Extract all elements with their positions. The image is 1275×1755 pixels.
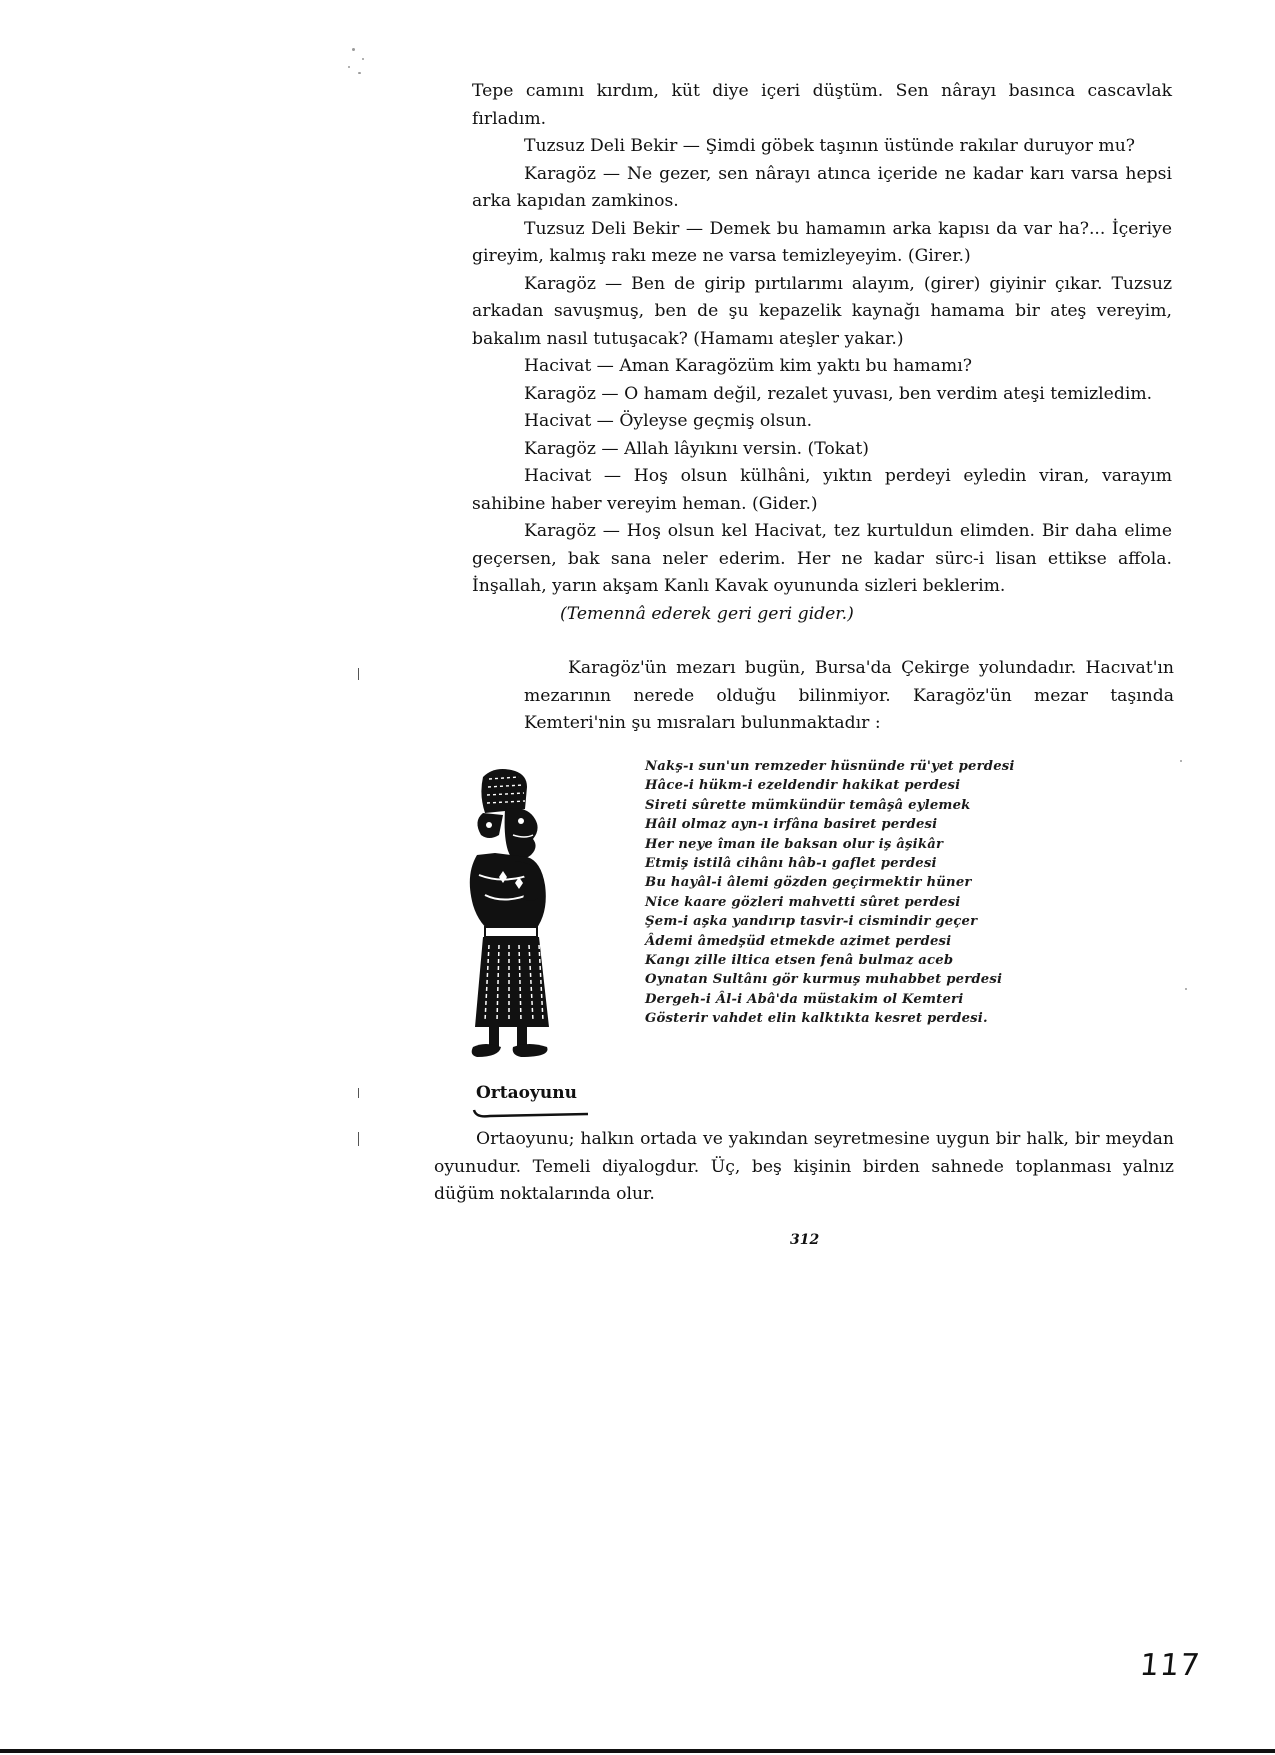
dialogue-block	[472, 78, 1172, 628]
margin-mark	[358, 1132, 359, 1146]
poem-line: Her neye îman ile baksan olur iş âşikâr	[645, 836, 944, 852]
margin-mark	[358, 668, 359, 680]
poem-line: Bu hayâl-i âlemi gözden geçirmektir hüner	[645, 875, 972, 891]
dialogue-line: Karagöz — Ne gezer, sen nârayı atınca içeride ne kadar karı varsa hepsi arka kapıdan zamkinos.	[472, 163, 1172, 211]
page-number: 312	[790, 1232, 820, 1248]
scan-speck	[352, 48, 355, 51]
handwritten-page-number: 117	[1138, 1648, 1203, 1683]
dialogue-line: Karagöz — Hoş olsun kel Hacivat, tez kurtuldun elimden. Bir daha elime geçersen, bak sana neler ederim. Her ne kadar sürc-i lisan ettikse affola. İnşallah, yarın akşam Kanlı Kavak oyununda sizleri beklerim.	[472, 521, 1172, 596]
dialogue-line: Karagöz — O hamam değil, rezalet yuvası, ben verdim ateşi temizledim.	[524, 383, 1153, 404]
poem-line: Oynatan Sultânı gör kurmuş muhabbet perdesi	[645, 972, 1003, 988]
poem-line: Hâce-i hükm-i ezeldendir hakikat perdesi	[645, 778, 961, 794]
ortaoyunu-paragraph-text: Ortaoyunu; halkın ortada ve yakından seyretmesine uygun bir halk, bir meydan oyunudur. Temeli diyalogdur. Üç, beş kişinin birden sahnede toplanması yalnız düğüm noktalarında olur.	[434, 1129, 1174, 1204]
scan-bottom-edge	[0, 1749, 1275, 1753]
dialogue-line: Hacivat — Hoş olsun külhâni, yıktın perdeyi eyledin viran, varayım sahibine haber vereyim heman. (Gider.)	[472, 466, 1172, 514]
poem-line: Etmiş istilâ cihânı hâb-ı gaflet perdesi	[645, 856, 937, 872]
dialogue-line: Tuzsuz Deli Bekir — Şimdi göbek taşının üstünde rakılar duruyor mu?	[524, 136, 1136, 156]
scan-speck	[1180, 760, 1182, 762]
scan-speck	[362, 58, 364, 60]
heading-underline	[470, 1108, 590, 1122]
scan-speck	[358, 72, 361, 74]
dialogue-line: Tepe camını kırdım, küt diye içeri düştüm. Sen nârayı basınca cascavlak fırladım.	[472, 81, 1172, 129]
dialogue-line: Hacivat — Öyleyse geçmiş olsun.	[524, 411, 813, 431]
poem-line: Âdemi âmedşüd etmekde azimet perdesi	[645, 933, 952, 949]
poem-line: Dergeh-i Âl-i Abâ'da müstakim ol Kemteri	[645, 991, 964, 1007]
dialogue-line: Karagöz — Allah lâyıkını versin. (Tokat)	[524, 438, 870, 459]
poem-line: Nakş-ı sun'un remzeder hüsnünde rü'yet perdesi	[645, 759, 1015, 774]
scan-speck	[1185, 988, 1187, 990]
section-heading: Ortaoyunu	[476, 1083, 577, 1103]
margin-mark	[358, 1088, 359, 1098]
poem-line: Gösterir vahdet elin kalktıkta kesret perdesi.	[645, 1011, 988, 1027]
poem-line: Sireti sûrette mümkündür temâşâ eylemek	[645, 797, 971, 813]
grave-paragraph-text: Karagöz'ün mezarı bugün, Bursa'da Çekirge yolundadır. Hacıvat'ın mezarının nerede olduğu bilinmiyor. Karagöz'ün mezar taşında Kemteri'nin şu mısraları bulunmaktadır :	[524, 658, 1174, 733]
dialogue-line: Karagöz — Ben de girip pırtılarımı alayım, (girer) giyinir çıkar. Tuzsuz arkadan savuşmuş, ben de şu kepazelik kaynağı hamama bir ateş vereyim, bakalım nasıl tutuşacak? (Hamamı ateşler yakar.)	[472, 273, 1172, 349]
poem-line: Nice kaare gözleri mahvetti sûret perdesi	[645, 894, 961, 910]
poem-line: Hâil olmaz ayn-ı irfâna basiret perdesi	[645, 817, 938, 833]
poem-line: Şem-i aşka yandırıp tasvir-i cismindir geçer	[645, 914, 978, 930]
dialogue-line: Hacivat — Aman Karagözüm kim yaktı bu hamamı?	[524, 356, 972, 376]
poem-line: Kangı zille iltica etsen fenâ bulmaz aceb	[645, 953, 954, 969]
stage-direction: (Temennâ ederek geri geri gider.)	[560, 603, 854, 624]
scan-speck	[348, 66, 350, 68]
grave-paragraph	[524, 655, 1174, 738]
dialogue-line: Tuzsuz Deli Bekir — Demek bu hamamın arka kapısı da var ha?... İçeriye gireyim, kalmış rakı meze ne varsa temizleyeyim. (Girer.)	[472, 218, 1172, 266]
karagoz-figure-illustration	[455, 765, 575, 1065]
poem-block	[645, 757, 1065, 1029]
ortaoyunu-paragraph	[434, 1126, 1174, 1209]
